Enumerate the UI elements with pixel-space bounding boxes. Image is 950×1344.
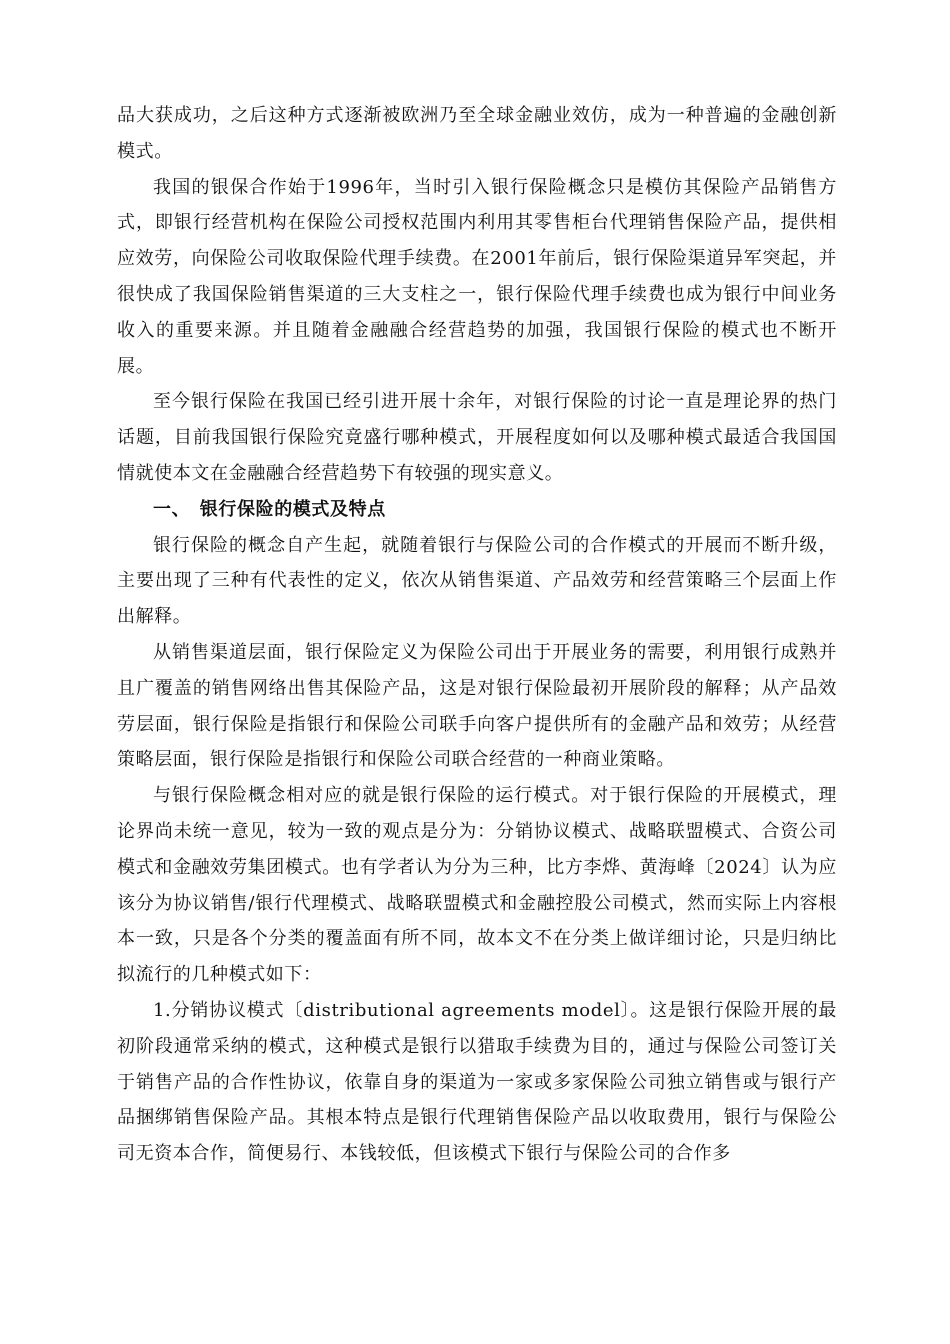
document-page (117, 98, 837, 1172)
paragraph-continuation: 品大获成功，之后这种方式逐渐被欧洲乃至全球金融业效仿，成为一种普遍的金融创新模式。 (117, 105, 837, 162)
paragraph-concept-definitions: 银行保险的概念自产生起，就随着银行与保险公司的合作模式的开展而不断升级，主要出现了三种有代表性的定义，依次从销售渠道、产品效劳和经营策略三个层面上作出解释。 (117, 534, 837, 628)
paragraph-bancassurance-history: 我国的银保合作始于1996年，当时引入银行保险概念只是模仿其保险产品销售方式，即银行经营机构在保险公司授权范围内利用其零售柜台代理销售保险产品，提供相应效劳，向保险公司收取保险代理手续费。在2001年前后，银行保险渠道异军突起，并很快成了我国保险销售渠道的三大支柱之一，银行保险代理手续费也成为银行中间业务收入的重要来源。并且随着金融融合经营趋势的加强，我国银行保险的模式也不断开展。 (117, 176, 837, 377)
paragraph-research-significance: 至今银行保险在我国已经引进开展十余年，对银行保险的讨论一直是理论界的热门话题，目前我国银行保险究竟盛行哪种模式，开展程度如何以及哪种模式最适合我国国情就使本文在金融融合经营趋势下有较强的现实意义。 (117, 391, 837, 484)
paragraph-definition-levels: 从销售渠道层面，银行保险定义为保险公司出于开展业务的需要，利用银行成熟并且广覆盖的销售网络出售其保险产品，这是对银行保险最初开展阶段的解释；从产品效劳层面，银行保险是指银行和保险公司联手向客户提供所有的金融产品和效劳；从经营策略层面，银行保险是指银行和保险公司联合经营的一种商业策略。 (117, 641, 837, 771)
paragraph-operating-models: 与银行保险概念相对应的就是银行保险的运行模式。对于银行保险的开展模式，理论界尚未统一意见，较为一致的观点是分为：分销协议模式、战略联盟模式、合资公司模式和金融效劳集团模式。也有学者认为分为三种，比方李烨、黄海峰〔2024〕认为应该分为协议销售/银行代理模式、战略联盟模式和金融控股公司模式，然而实际上内容根本一致，只是各个分类的覆盖面有所不同，故本文不在分类上做详细讨论，只是归纳比拟流行的几种模式如下： (117, 785, 837, 986)
paragraph-distribution-agreement-model: 1.分销协议模式〔distributional agreements model〕。这是银行保险开展的最初阶段通常采纳的模式，这种模式是银行以猎取手续费为目的，通过与保险公司签订关于销售产品的合作性协议，依靠自身的渠道为一家或多家保险公司独立销售或与银行产品捆绑销售保险产品。其根本特点是银行代理销售保险产品以收取费用，银行与保险公司无资本合作，简便易行、本钱较低，但该模式下银行与保险公司的合作多 (117, 999, 837, 1165)
section-heading: 一、 银行保险的模式及特点 (153, 498, 386, 520)
